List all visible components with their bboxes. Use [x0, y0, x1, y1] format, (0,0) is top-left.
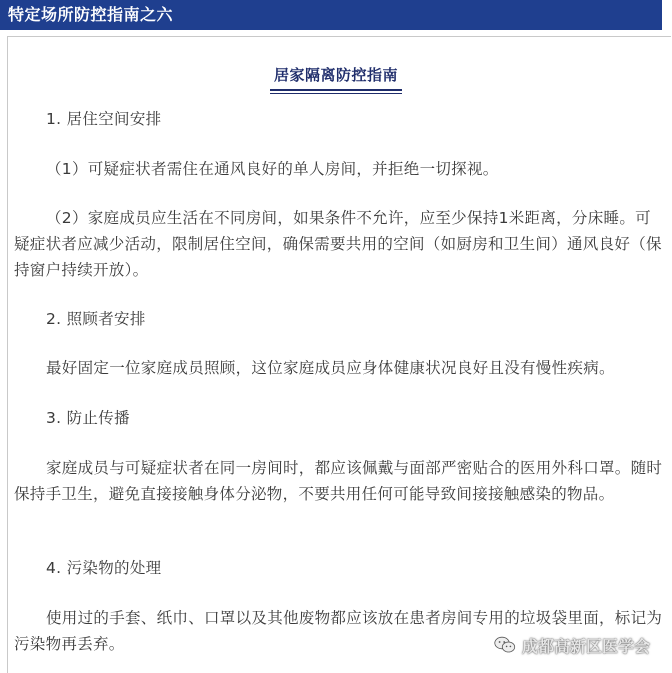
watermark-text: 成都高新区医学会: [522, 636, 651, 656]
document-title-block: [270, 64, 402, 94]
section-heading-3: 3. 防止传播: [46, 409, 130, 427]
title-underline: [270, 89, 402, 91]
paragraph-2: 最好固定一位家庭成员照顾，这位家庭成员应身体健康状况良好且没有慢性疾病。: [46, 359, 615, 377]
section-heading-2: 2. 照顾者安排: [46, 310, 146, 328]
title-underline-thin: [270, 93, 402, 94]
document-title: 居家隔离防控指南: [273, 66, 398, 84]
header-bar: [0, 0, 672, 30]
watermark: [494, 632, 650, 658]
header-title: 特定场所防控指南之六: [8, 5, 174, 24]
paragraph-1-2: （2）家庭成员应生活在不同房间，如果条件不允许，应至少保持1米距离，分床睡。可疑症状者应减少活动，限制居住空间，确保需要共用的空间（如厨房和卫生间）通风良好（保持窗户持续开放）。: [14, 209, 662, 279]
paragraph-1-1: （1）可疑症状者需住在通风良好的单人房间，并拒绝一切探视。: [46, 160, 499, 178]
paragraph-3: 家庭成员与可疑症状者在同一房间时，都应该佩戴与面部严密贴合的医用外科口罩。随时保持手卫生，避免直接接触身体分泌物，不要共用任何可能导致间接接触感染的物品。: [14, 459, 663, 503]
paragraph-4: 使用过的手套、纸巾、口罩以及其他废物都应该放在患者房间专用的垃圾袋里面，标记为污染物再丢弃。: [14, 609, 663, 653]
section-heading-1: 1. 居住空间安排: [46, 110, 162, 128]
wechat-icon: [494, 636, 516, 654]
header-tail-divider: [662, 0, 672, 30]
section-heading-4: 4. 污染物的处理: [46, 559, 162, 577]
